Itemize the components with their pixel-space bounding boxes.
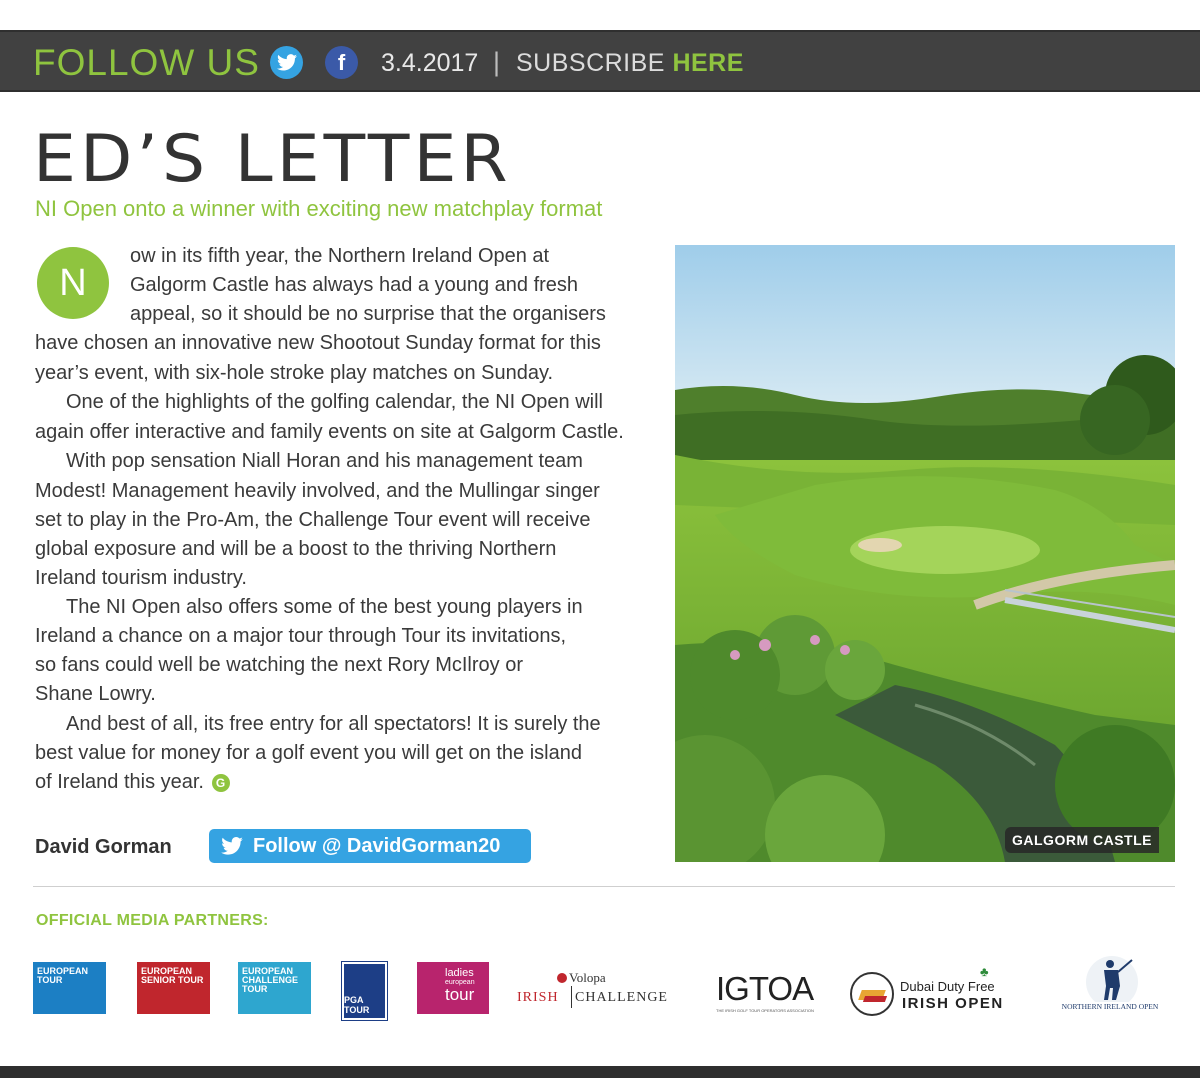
challenge-tour-logo[interactable] (238, 962, 311, 1014)
body-line: Ireland a chance on a major tour through Tour its invitations, (35, 625, 567, 647)
subscribe-label: SUBSCRIBE (516, 49, 665, 77)
footer-bar (0, 1066, 1200, 1078)
irish-text: IRISH (517, 990, 559, 1005)
body-line: so fans could well be watching the next Rory McIlroy or (35, 654, 523, 676)
shamrock-icon: ♣ (980, 964, 989, 979)
header-bar (0, 30, 1200, 92)
irish-challenge-logo[interactable] (517, 970, 693, 1010)
european-tour-logo[interactable] (33, 962, 106, 1014)
body-line: appeal, so it should be no surprise that the organisers (130, 303, 606, 325)
body-line: best value for money for a golf event you will get on the island (35, 742, 582, 764)
european-senior-tour-text: EUROPEAN SENIOR TOUR (141, 966, 204, 985)
photo-caption: GALGORM CASTLE (1005, 827, 1159, 853)
volopa-mark-icon (557, 973, 567, 983)
seal-stripe-red-icon (863, 996, 887, 1002)
igtoa-logo[interactable] (716, 972, 826, 1017)
body-line: year’s event, with six-hole stroke play matches on Sunday. (35, 362, 554, 384)
twitter-bird-icon (221, 837, 243, 855)
body-line: ow in its fifth year, the Northern Ireland Open at (130, 245, 550, 267)
author-name: David Gorman (35, 836, 172, 858)
body-line: Ireland tourism industry. (35, 567, 247, 589)
issue-date: 3.4.2017 (381, 49, 479, 77)
body-line: Modest! Management heavily involved, and the Mullingar singer (35, 480, 600, 502)
logo-divider (571, 986, 572, 1008)
golfer-silhouette-icon (1040, 952, 1180, 1002)
body-line: With pop sensation Niall Horan and his management team (66, 450, 583, 472)
european-senior-tour-logo[interactable] (137, 962, 210, 1014)
dubai-seal-icon (850, 972, 894, 1016)
subscribe-text (516, 49, 744, 78)
body-line: have chosen an innovative new Shootout Sunday format for this (35, 332, 601, 354)
golf-logo-end-icon: G (212, 774, 230, 792)
body-line: set to play in the Pro-Am, the Challenge Tour event will receive (35, 509, 591, 531)
tour-text: tour (445, 985, 475, 1004)
body-line-text: of Ireland this year. (35, 771, 204, 793)
body-line: global exposure and will be a boost to the thriving Northern (35, 538, 557, 560)
twitter-follow-button[interactable] (209, 829, 531, 863)
igtoa-subtext: THE IRISH GOLF TOUR OPERATORS ASSOCIATION (716, 1008, 814, 1013)
european-text: european (445, 979, 475, 986)
section-divider (33, 886, 1175, 887)
follow-us-label: FOLLOW US (33, 42, 260, 83)
drop-cap: N (37, 247, 109, 319)
facebook-icon[interactable]: f (325, 46, 358, 79)
ladies-european-tour-logo[interactable] (417, 962, 489, 1014)
igtoa-text: IGTOA (716, 970, 814, 1007)
dubai-duty-free-text: Dubai Duty Free (900, 979, 995, 994)
body-line: And best of all, its free entry for all spectators! It is surely the (66, 713, 601, 735)
twitter-follow-label: Follow @ DavidGorman20 (253, 834, 501, 857)
pga-tour-text: PGA TOUR (344, 995, 370, 1015)
twitter-icon[interactable] (270, 46, 303, 79)
body-line: Shane Lowry. (35, 683, 156, 705)
northern-ireland-open-logo[interactable] (1040, 952, 1180, 1020)
ladies-text: ladies (445, 967, 474, 979)
dubai-irish-open-logo[interactable] (850, 964, 1020, 1016)
article-subtitle: NI Open onto a winner with exciting new matchplay format (35, 196, 603, 221)
golf-course-photo (675, 245, 1175, 862)
header-separator: | (493, 47, 501, 77)
pga-tour-logo[interactable] (342, 962, 387, 1020)
partners-heading: OFFICIAL MEDIA PARTNERS: (36, 912, 269, 929)
page-title: ED’S LETTER (33, 122, 512, 198)
challenge-text: CHALLENGE (575, 990, 668, 1005)
european-tour-text: EUROPEAN TOUR (37, 966, 89, 985)
subscribe-here-link[interactable]: HERE (672, 49, 744, 77)
twitter-bird-icon (277, 54, 297, 71)
body-line-last (35, 772, 230, 792)
body-line: again offer interactive and family events on site at Galgorm Castle. (35, 421, 624, 443)
body-line: Galgorm Castle has always had a young and fresh (130, 274, 579, 296)
irish-open-text: IRISH OPEN (902, 995, 1004, 1012)
challenge-tour-text: EUROPEAN CHALLENGE TOUR (242, 966, 298, 994)
body-line: One of the highlights of the golfing calendar, the NI Open will (66, 391, 604, 413)
body-line: The NI Open also offers some of the best young players in (66, 596, 583, 618)
ni-open-text: NORTHERN IRELAND OPEN (1061, 1002, 1159, 1011)
volopa-text: Volopa (569, 970, 606, 985)
